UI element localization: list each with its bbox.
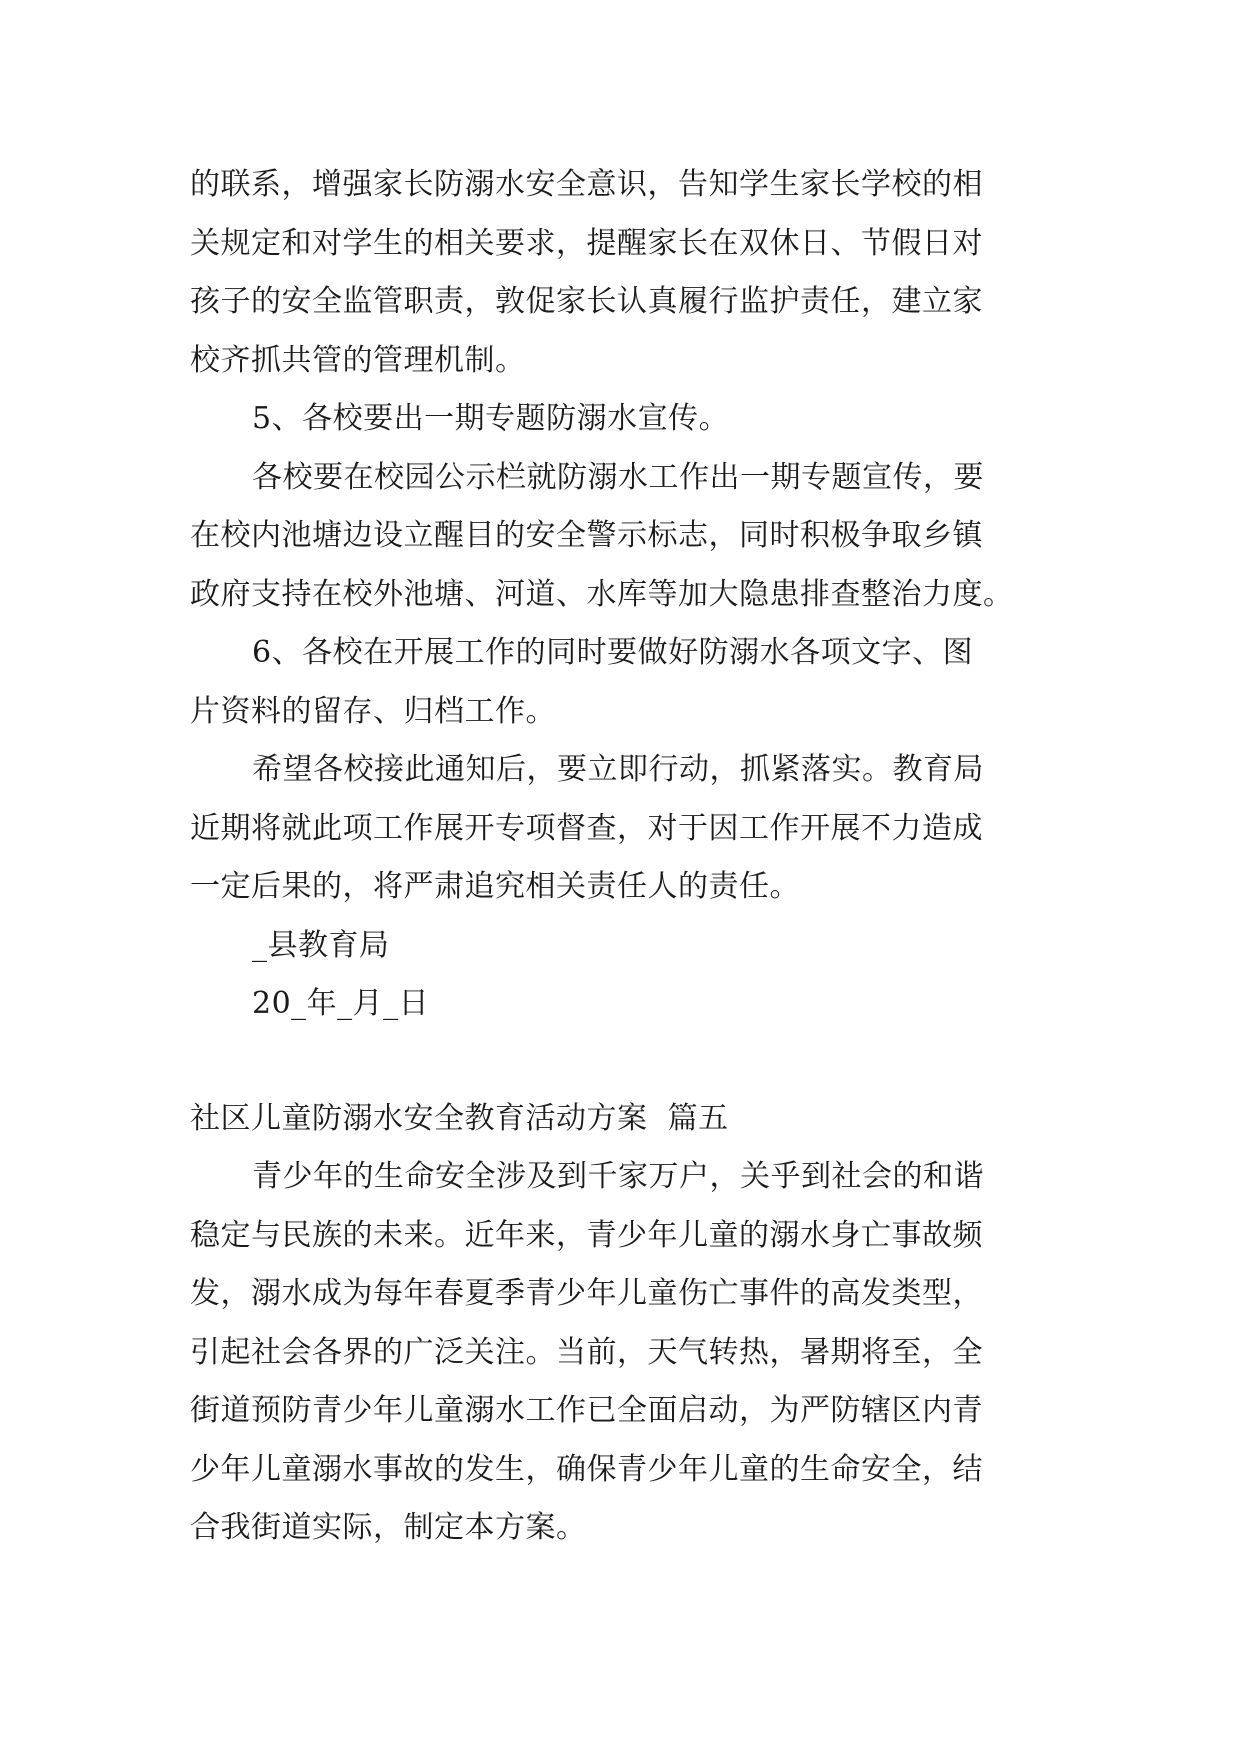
text-line: 孩子的安全监管职责，敦促家长认真履行监护责任，建立家	[190, 284, 983, 319]
text-line: 6、各校在开展工作的同时要做好防溺水各项文字、图	[252, 635, 974, 670]
text-line: 一定后果的，将严肃追究相关责任人的责任。	[190, 869, 800, 904]
text-line: 希望各校接此通知后，要立即行动，抓紧落实。教育局	[252, 752, 984, 787]
text-line: 在校内池塘边设立醒目的安全警示标志，同时积极争取乡镇	[190, 518, 983, 553]
text-line: 少年儿童溺水事故的发生，确保青少年儿童的生命安全，结	[190, 1451, 983, 1487]
section-spacer	[190, 1034, 1080, 1090]
text-line: 稳定与民族的未来。近年来，青少年儿童的溺水身亡事故频	[190, 1217, 983, 1253]
text-line: 关规定和对学生的相关要求，提醒家长在双休日、节假日对	[190, 225, 983, 261]
item-5-heading: 5、各校要出一期专题防溺水宣传。	[252, 401, 730, 436]
text-line: 街道预防青少年儿童溺水工作已全面启动，为严防辖区内青	[190, 1393, 983, 1428]
text-line: 合我街道实际，制定本方案。	[190, 1510, 587, 1545]
paragraph-closing	[190, 741, 1080, 917]
text-line: 政府支持在校外池塘、河道、水库等加大隐患排查整治力度。	[190, 576, 1014, 612]
signature: _县教育局	[252, 927, 390, 963]
text-line: 片资料的留存、归档工作。	[190, 693, 556, 729]
text-line: 青少年的生命安全涉及到千家万户，关乎到社会的和谐	[252, 1159, 984, 1194]
paragraph-item-5-body	[190, 449, 1080, 625]
paragraph-intro	[190, 1148, 1080, 1558]
text-line: 校齐抓共管的管理机制。	[190, 342, 526, 378]
section-title: 社区儿童防溺水安全教育活动方案 篇五	[190, 1100, 729, 1136]
text-line: 引起社会各界的广泛关注。当前，天气转热，暑期将至，全	[190, 1334, 983, 1370]
text-line: 各校要在校园公示栏就防溺水工作出一期专题宣传，要	[252, 459, 984, 495]
paragraph-parent-contact	[190, 156, 1080, 390]
text-line: 的联系，增强家长防溺水安全意识，告知学生家长学校的相	[190, 167, 983, 202]
document-date: 20_年_月_日	[252, 986, 430, 1021]
text-line: 近期将就此项工作展开专项督查，对于因工作开展不力造成	[190, 810, 983, 846]
text-line: 发，溺水成为每年春夏季青少年儿童伤亡事件的高发类型，	[190, 1276, 983, 1311]
document-body	[190, 156, 1080, 1558]
paragraph-item-6	[190, 624, 1080, 741]
